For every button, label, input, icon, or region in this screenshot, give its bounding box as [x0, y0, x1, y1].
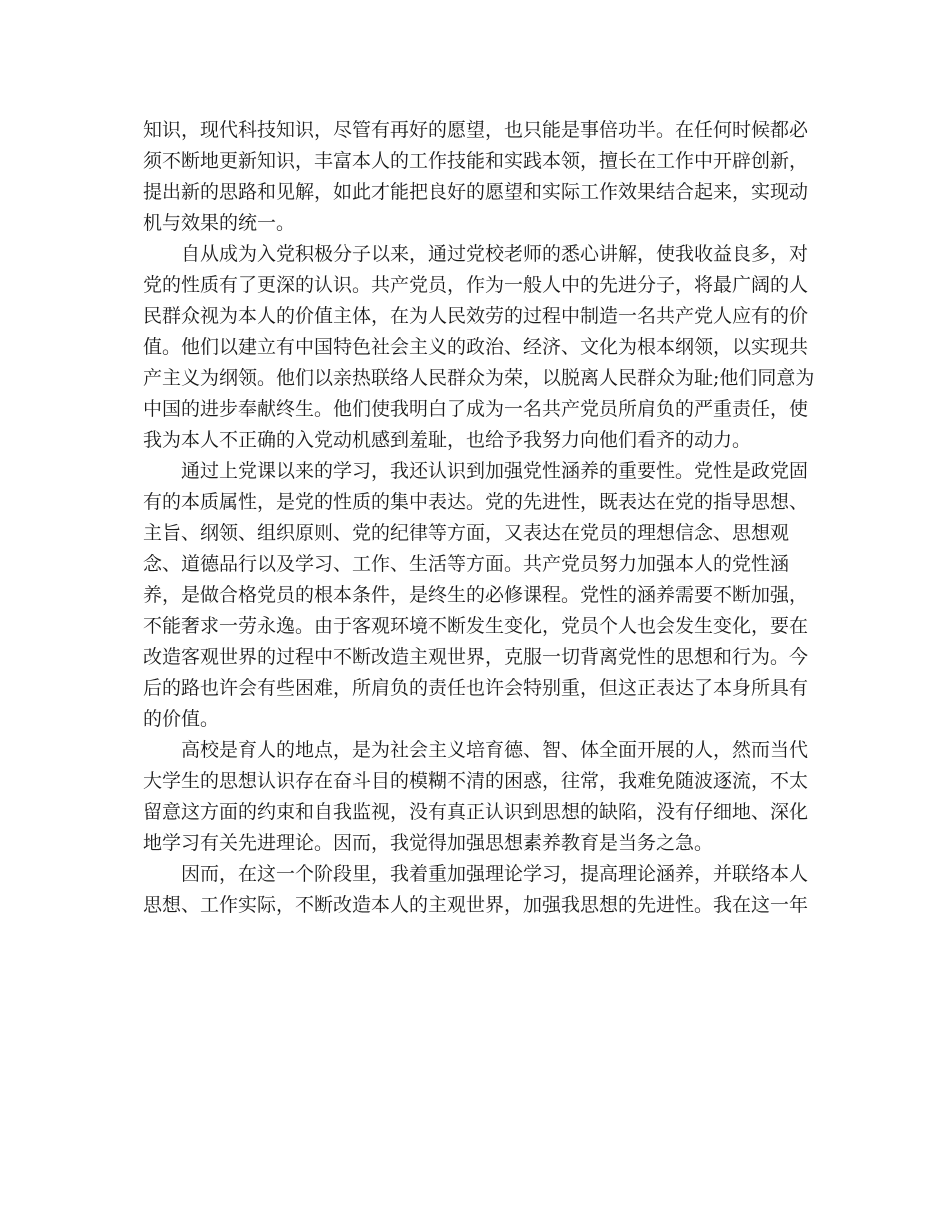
text-line: 养，是做合格党员的根本条件，是终生的必修课程。党性的涵养需要不断加强，	[143, 584, 809, 606]
text-line: 不能奢求一劳永逸。由于客观环境不断发生变化，党员个人也会发生变化，要在	[143, 615, 809, 637]
text-line: 大学生的思想认识存在奋斗目的模糊不清的困惑，往常，我难免随波逐流，不太	[143, 770, 809, 792]
text-line: 有的本质属性，是党的性质的集中表达。党的先进性，既表达在党的指导思想、	[143, 491, 809, 513]
text-line: 地学习有关先进理论。因而，我觉得加强思想素养教育是当务之急。	[143, 832, 714, 854]
text-line: 产主义为纲领。他们以亲热联络人民群众为荣，以脱离人民群众为耻;他们同意为	[143, 367, 815, 389]
paragraph-first-line: 通过上党课以来的学习，我还认识到加强党性涵养的重要性。党性是政党固	[181, 460, 809, 482]
text-line: 主旨、纲领、组织原则、党的纪律等方面，又表达在党员的理想信念、思想观	[143, 522, 790, 544]
text-line: 机与效果的统一。	[143, 212, 296, 234]
text-line: 思想、工作实际，不断改造本人的主观世界，加强我思想的先进性。我在这一年	[143, 894, 809, 916]
document-body	[143, 115, 815, 921]
text-line: 的价值。	[143, 708, 220, 730]
text-line: 须不断地更新知识，丰富本人的工作技能和实践本领，擅长在工作中开辟创新，	[143, 150, 809, 172]
paragraph-first-line: 自从成为入党积极分子以来，通过党校老师的悉心讲解，使我收益良多，对	[181, 243, 809, 265]
text-line: 值。他们以建立有中国特色社会主义的政治、经济、文化为根本纲领，以实现共	[143, 336, 809, 358]
text-line: 改造客观世界的过程中不断改造主观世界，克服一切背离党性的思想和行为。今	[143, 646, 809, 668]
text-line: 我为本人不正确的入党动机感到羞耻，也给予我努力向他们看齐的动力。	[143, 429, 752, 451]
text-line: 党的性质有了更深的认识。共产党员，作为一般人中的先进分子，将最广阔的人	[143, 274, 809, 296]
text-line: 中国的进步奉献终生。他们使我明白了成为一名共产党员所肩负的严重责任，使	[143, 398, 809, 420]
text-line: 留意这方面的约束和自我监视，没有真正认识到思想的缺陷，没有仔细地、深化	[143, 801, 809, 823]
text-line: 念、道德品行以及学习、工作、生活等方面。共产党员努力加强本人的党性涵	[143, 553, 790, 575]
paragraph-first-line: 高校是育人的地点，是为社会主义培育德、智、体全面开展的人，然而当代	[181, 739, 809, 761]
text-line: 知识，现代科技知识，尽管有再好的愿望，也只能是事倍功半。在任何时候都必	[143, 119, 809, 141]
text-line: 民群众视为本人的价值主体，在为人民效劳的过程中制造一名共产党人应有的价	[143, 305, 809, 327]
paragraph-first-line: 因而，在这一个阶段里，我着重加强理论学习，提高理论涵养，并联络本人	[181, 863, 809, 885]
text-line: 提出新的思路和见解，如此才能把良好的愿望和实际工作效果结合起来，实现动	[143, 181, 809, 203]
text-line: 后的路也许会有些困难，所肩负的责任也许会特别重，但这正表达了本身所具有	[143, 677, 809, 699]
